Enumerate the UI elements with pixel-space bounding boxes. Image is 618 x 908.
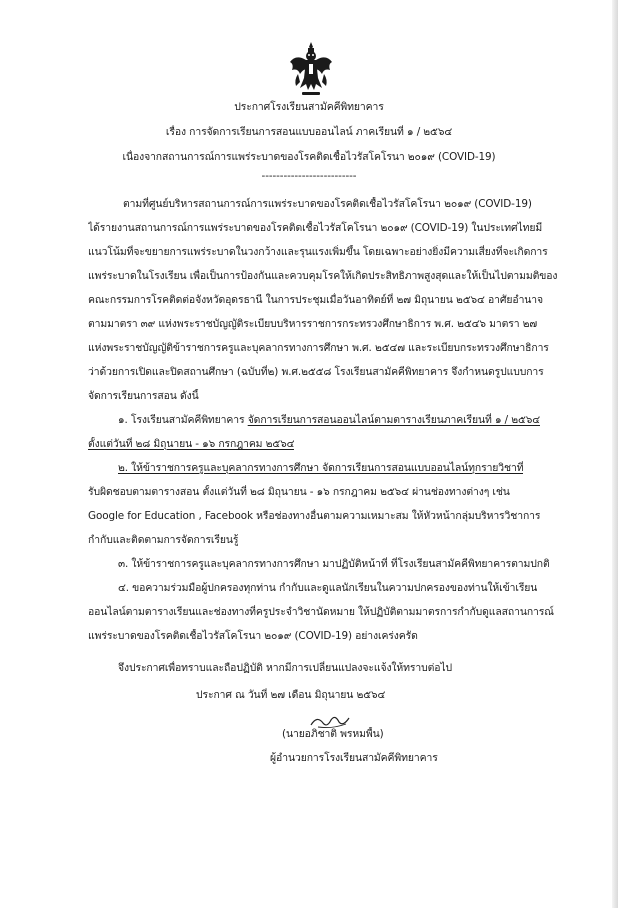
intro-line-4: แพร่ระบาดในโรงเรียน เพื่อเป็นการป้องกันและควบคุมโรคให้เกิดประสิทธิภาพสูงสุดและให้เป็นไปตามมติของ — [88, 270, 558, 282]
intro-line-7: แห่งพระราชบัญญัติข้าราชการครูและบุคลากรทางการศึกษา พ.ศ. ๒๕๔๗ และระเบียบกระทรวงศึกษาธิการ — [88, 342, 549, 354]
item-4-line-3: แพร่ระบาดของโรคติดเชื้อไวรัสโคโรนา ๒๐๑๙ (COVID-19) อย่างเคร่งครัด — [88, 630, 418, 642]
intro-line-3: แนวโน้มที่จะขยายการแพร่ระบาดในวงกว้างและรุนแรงเพิ่มขึ้น โดยเฉพาะอย่างยิ่งมีความเสี่ยงที่จะเกิดการ — [88, 246, 548, 258]
item-1-underlined: จัดการเรียนการสอนออนไลน์ตามตารางเรียนภาคเรียนที่ ๑ / ๒๕๖๔ — [247, 414, 541, 426]
item-1-prefix: ๑. โรงเรียนสามัคคีพิทยาคาร — [118, 414, 248, 426]
announce-date: ประกาศ ณ วันที่ ๒๗ เดือน มิถุนายน ๒๕๖๔ — [196, 689, 386, 701]
document-title: ประกาศโรงเรียนสามัคคีพิทยาคาร — [234, 101, 384, 113]
item-2-line-3: Google for Education , Facebook หรือช่องทางอื่นตามความเหมาะสม ให้หัวหน้ากลุ่มบริหารวิชาการ — [88, 510, 541, 522]
intro-line-8: ว่าด้วยการเปิดและปิดสถานศึกษา (ฉบับที่๒) พ.ศ.๒๕๕๘ โรงเรียนสามัคคีพิทยาคาร จึงกำหนดรูปแบบการ — [88, 366, 544, 378]
signatory-name: (นายอภิชาติ พรหมพื้น) — [282, 728, 384, 740]
garuda-emblem-icon — [288, 40, 334, 100]
item-2-line-2: รับผิดชอบตามตารางสอน ตั้งแต่วันที่ ๒๘ มิถุนายน - ๑๖ กรกฎาคม ๒๕๖๔ ผ่านช่องทางต่างๆ เช่น — [88, 486, 510, 498]
header-divider: -------------------------- — [261, 170, 357, 182]
page-edge-shadow — [612, 0, 618, 908]
item-1-line-1 — [118, 413, 540, 427]
item-2-line-4: กำกับและติดตามการจัดการเรียนรู้ — [88, 534, 239, 546]
intro-line-1: ตามที่ศูนย์บริหารสถานการณ์การแพร่ระบาดของโรคติดเชื้อไวรัสโคโรนา ๒๐๑๙ (COVID-19) — [123, 198, 532, 210]
signatory-position: ผู้อำนวยการโรงเรียนสามัคคีพิทยาคาร — [270, 752, 438, 764]
intro-line-6: ตามมาตรา ๓๙ แห่งพระราชบัญญัติระเบียบบริหารราชการกระทรวงศึกษาธิการ พ.ศ. ๒๕๔๖ มาตรา ๒๗ — [88, 318, 538, 330]
intro-line-2: ได้รายงานสถานการณ์การแพร่ระบาดของโรคติดเชื้อไวรัสโคโรนา ๒๐๑๙ (COVID-19) ในประเทศไทยมี — [88, 222, 543, 234]
item-4-line-2: ออนไลน์ตามตารางเรียนและช่องทางที่ครูประจำวิชานัดหมาย ให้ปฏิบัติตามมาตรการกำกับดูแลสถานการณ์ — [88, 606, 554, 618]
intro-line-9: จัดการเรียนการสอน ดังนี้ — [88, 390, 199, 402]
item-4-line-1: ๔. ขอความร่วมมือผู้ปกครองทุกท่าน กำกับและดูแลนักเรียนในความปกครองของท่านให้เข้าเรียน — [118, 582, 538, 594]
intro-line-5: คณะกรรมการโรคติดต่อจังหวัดอุดรธานี ในการประชุมเมื่อวันอาทิตย์ที่ ๒๗ มิถุนายน ๒๕๖๔ อาศัยอำนาจ — [88, 294, 544, 306]
item-2-line-1: ๒. ให้ข้าราชการครูและบุคลากรทางการศึกษา จัดการเรียนการสอนแบบออนไลน์ทุกรายวิชาที่ — [118, 462, 524, 474]
item-3-line: ๓. ให้ข้าราชการครูและบุคลากรทางการศึกษา มาปฏิบัติหน้าที่ ที่โรงเรียนสามัคคีพิทยาคารตามปกติ — [118, 558, 550, 570]
document-subject: เรื่อง การจัดการเรียนการสอนแบบออนไลน์ ภาคเรียนที่ ๑ / ๒๕๖๔ — [165, 126, 453, 138]
item-1-line-2: ตั้งแต่วันที่ ๒๘ มิถุนายน - ๑๖ กรกฎาคม ๒๕๖๔ — [88, 438, 295, 450]
closing-statement: จึงประกาศเพื่อทราบและถือปฏิบัติ หากมีการเปลี่ยนแปลงจะแจ้งให้ทราบต่อไป — [118, 662, 453, 674]
document-subtitle: เนื่องจากสถานการณ์การแพร่ระบาดของโรคติดเชื้อไวรัสโคโรนา ๒๐๑๙ (COVID-19) — [122, 151, 496, 163]
